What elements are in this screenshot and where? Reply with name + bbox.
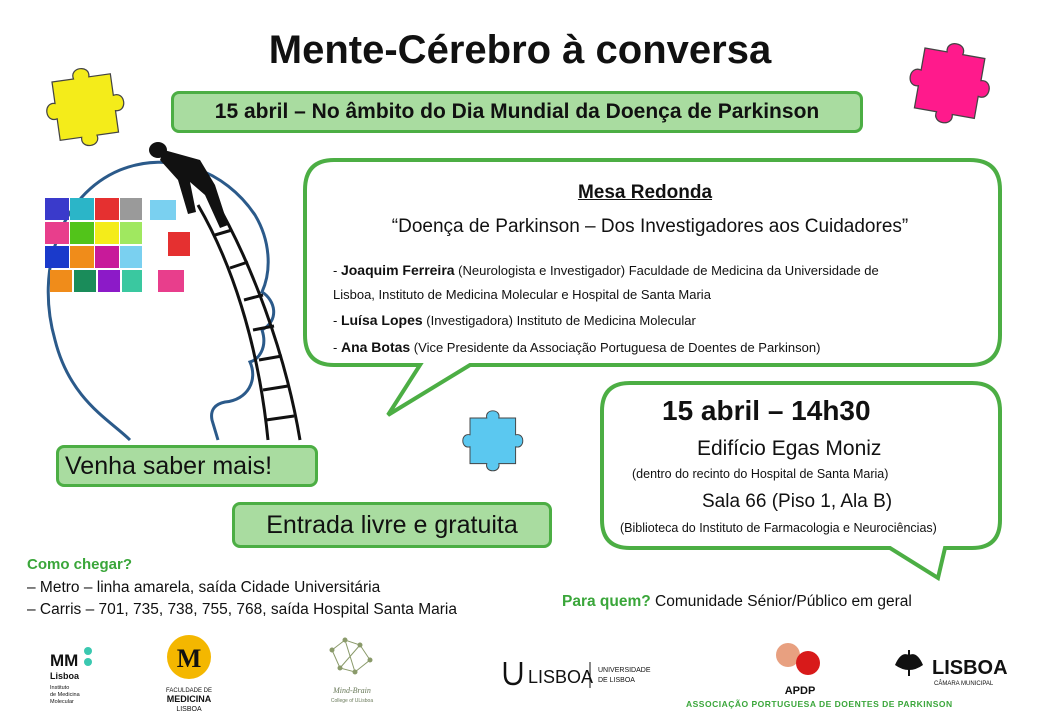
speaker-1-name: Joaquim Ferreira — [340, 262, 455, 278]
mindbrain-line2: College of ULisboa — [330, 698, 374, 704]
learn-more-callout — [56, 445, 318, 487]
directions-title: Como chegar? — [27, 556, 133, 573]
fmul-line3: LISBOA — [176, 706, 202, 713]
speaker-3-prefix: - — [333, 340, 341, 355]
ladder — [198, 198, 300, 440]
fmul-line2: MEDICINA — [166, 694, 212, 704]
free-entry-text: Entrada livre e gratuita — [266, 511, 518, 539]
ulisboa-word: LISBOA — [528, 667, 594, 687]
fmul-line1: FACULDADE DE — [165, 688, 213, 694]
speaker-1-desc: (Neurologista e Investigador) Faculdade de Medicina da Universidade de — [454, 263, 879, 278]
mm-logo-small1: Instituto — [50, 685, 70, 691]
event-building: Edifício Egas Moniz — [697, 437, 882, 460]
ulisboa-line2: DE LISBOA — [598, 677, 635, 684]
speaker-2-desc: (Investigadora) Instituto de Medicina Molecular — [422, 313, 696, 328]
speaker-1 — [333, 262, 973, 279]
page-title: Mente-Cérebro à conversa — [268, 28, 772, 72]
logo-ulisboa — [505, 662, 651, 688]
mm-logo-small2: de Medicina — [50, 692, 80, 698]
mm-logo-mark: MM — [50, 651, 79, 670]
svg-text:M: M — [176, 644, 202, 673]
speaker-2-prefix: - — [333, 313, 341, 328]
audience-value: Comunidade Sénior/Público em geral — [650, 593, 912, 610]
brain-puzzle-cluster — [45, 198, 190, 292]
speaker-3-name: Ana Botas — [340, 339, 411, 355]
directions-metro: – Metro – linha amarela, saída Cidade Universitária — [27, 579, 381, 596]
event-room-note: (Biblioteca do Instituto de Farmacologia e Neurociências) — [620, 521, 937, 535]
panel-topic: “Doença de Parkinson – Dos Investigadores aos Cuidadores” — [391, 216, 909, 237]
speaker-1-prefix: - — [333, 263, 341, 278]
speaker-2 — [333, 312, 973, 329]
panel-heading: Mesa Redonda — [577, 182, 713, 203]
ulisboa-line1: UNIVERSIDADE — [598, 667, 651, 674]
logo-apdp — [776, 643, 820, 697]
cml-sub: CÂMARA MUNICIPAL — [934, 681, 994, 687]
event-datetime: 15 abril – 14h30 — [662, 395, 871, 426]
logo-fmul — [166, 635, 212, 713]
logo-mm-lisboa — [50, 647, 92, 705]
yellow-puzzle-icon — [41, 63, 129, 151]
mindbrain-line1: Mind-Brain — [333, 686, 371, 695]
apdp-full-name: ASSOCIAÇÃO PORTUGUESA DE DOENTES DE PARKINSON — [686, 699, 953, 709]
logo-cml — [895, 650, 1008, 687]
speaker-3-desc: (Vice Presidente da Associação Portuguesa de Doentes de Parkinson) — [410, 340, 821, 355]
learn-more-text: Venha saber mais! — [65, 452, 273, 480]
logo-mind-brain — [330, 638, 373, 704]
speaker-2-name: Luísa Lopes — [340, 312, 423, 328]
cml-word: LISBOA — [932, 657, 1008, 679]
directions-bus: – Carris – 701, 735, 738, 755, 768, saída Hospital Santa Maria — [27, 601, 457, 618]
mm-logo-small3: Molecular — [50, 699, 74, 705]
mm-logo-sub: Lisboa — [50, 671, 80, 681]
speaker-3 — [333, 339, 973, 356]
blue-puzzle-icon — [463, 411, 523, 471]
event-room: Sala 66 (Piso 1, Ala B) — [702, 491, 893, 512]
apdp-word: APDP — [784, 685, 816, 697]
subtitle-banner — [171, 91, 863, 133]
event-building-note: (dentro do recinto do Hospital de Santa Maria) — [632, 467, 889, 481]
speaker-1-cont: Lisboa, Instituto de Medicina Molecular e Hospital de Santa Maria — [333, 287, 711, 302]
audience — [562, 593, 912, 611]
free-entry-callout — [232, 502, 552, 548]
subtitle-text: 15 abril – No âmbito do Dia Mundial da Doença de Parkinson — [214, 100, 820, 123]
audience-label: Para quem? — [562, 593, 651, 610]
